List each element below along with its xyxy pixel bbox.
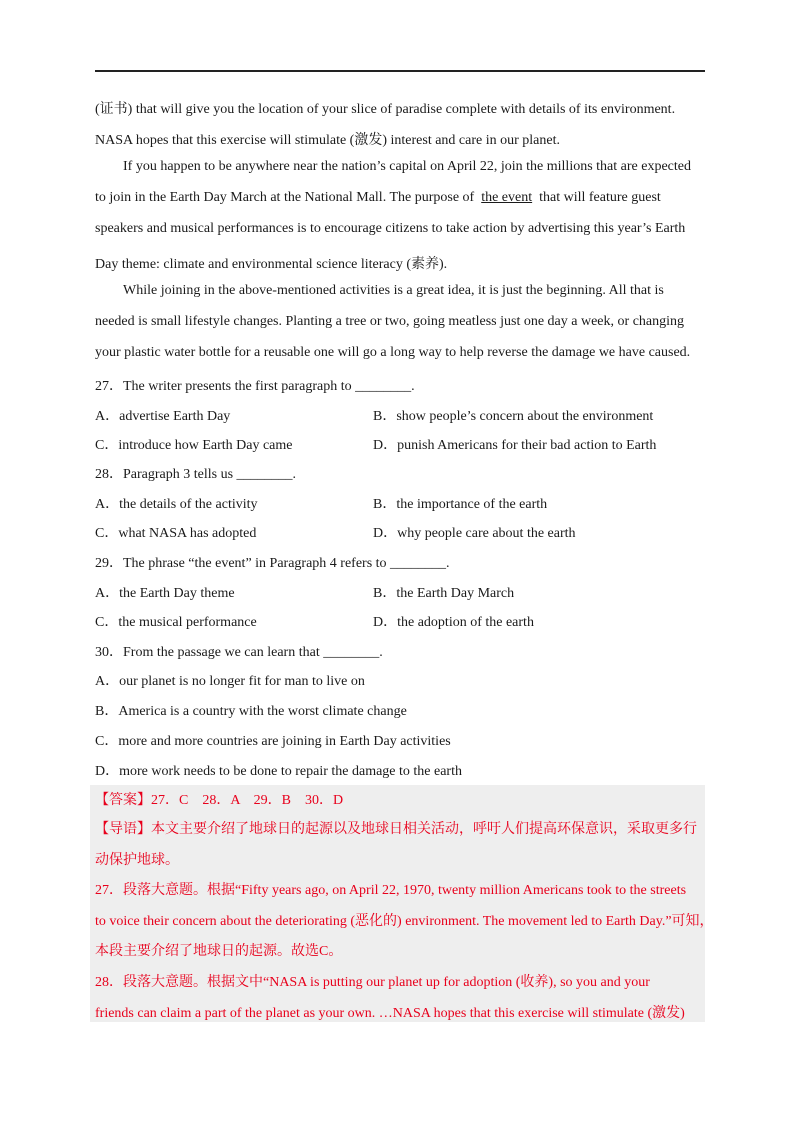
passage-line: NASA hopes that this exercise will stimulate (激发) interest and care in our planet. — [95, 133, 560, 148]
explanation-text: 27．段落大意题。根据“Fifty years ago, on April 22, 1970, twenty million Americans took to the streets — [95, 883, 687, 898]
answer-key: 【答案】27．C 28．A 29．B 30．D — [95, 793, 344, 808]
option-a: A．the Earth Day theme — [95, 586, 235, 601]
explanation-text: 28．段落大意题。根据文中“NASA is putting our planet up for adoption (收养), so you and your — [95, 975, 650, 990]
option-a: A．our planet is no longer fit for man to live on — [95, 674, 365, 689]
option-c: C．the musical performance — [95, 615, 257, 630]
question-stem: 27．The writer presents the first paragraph to ________. — [95, 379, 415, 394]
option-b: B．the Earth Day March — [373, 586, 515, 601]
option-b: B．America is a country with the worst climate change — [95, 704, 407, 719]
explanation-text: friends can claim a part of the planet as your own. …NASA hopes that this exercise will stimulate (激发) — [95, 1006, 685, 1021]
option-d: D．more work needs to be done to repair the damage to the earth — [95, 764, 462, 779]
question-stem: 29．The phrase “the event” in Paragraph 4 refers to ________. — [95, 556, 450, 571]
passage-line — [95, 190, 661, 206]
passage-text: that will feature guest — [539, 190, 661, 205]
passage-text: to join in the Earth Day March at the National Mall. The purpose of — [95, 190, 475, 205]
option-d: D．why people care about the earth — [373, 526, 576, 541]
question-stem: 30．From the passage we can learn that ________. — [95, 645, 383, 660]
option-c: C．more and more countries are joining in Earth Day activities — [95, 734, 451, 749]
option-c: C．what NASA has adopted — [95, 526, 257, 541]
passage-line: Day theme: climate and environmental science literacy (素养). — [95, 257, 448, 272]
option-b: B．the importance of the earth — [373, 497, 548, 512]
option-a: A．advertise Earth Day — [95, 409, 231, 424]
passage-line: speakers and musical performances is to encourage citizens to take action by advertising this year’s Earth — [95, 221, 686, 236]
underlined-phrase: the event — [481, 190, 533, 205]
explanation-text: to voice their concern about the deteriorating (恶化的) environment. The movement led to Earth Day.”可知， — [95, 914, 714, 929]
header-rule — [95, 70, 705, 72]
passage-line: your plastic water bottle for a reusable one will go a long way to help reverse the damage we have caused. — [95, 345, 691, 360]
guide-text: 【导语】本文主要介绍了地球日的起源以及地球日相关活动，呼吁人们提高环保意识，采取更多行 — [95, 822, 697, 837]
option-b: B．show people’s concern about the environment — [373, 409, 654, 424]
option-c: C．introduce how Earth Day came — [95, 438, 293, 453]
passage-line: (证书) that will give you the location of your slice of paradise complete with details of its environment. — [95, 102, 676, 117]
passage-line: While joining in the above-mentioned activities is a great idea, it is just the beginning. All that is — [123, 283, 664, 298]
option-d: D．the adoption of the earth — [373, 615, 534, 630]
passage-line: needed is small lifestyle changes. Planting a tree or two, going meatless just one day a week, or changing — [95, 314, 685, 329]
passage-line: If you happen to be anywhere near the nation’s capital on April 22, join the millions that are expected — [123, 159, 691, 174]
guide-text: 动保护地球。 — [95, 853, 179, 868]
option-d: D．punish Americans for their bad action to Earth — [373, 438, 657, 453]
option-a: A．the details of the activity — [95, 497, 258, 512]
explanation-text: 本段主要介绍了地球日的起源。故选C。 — [95, 944, 343, 959]
question-stem: 28．Paragraph 3 tells us ________. — [95, 467, 297, 482]
